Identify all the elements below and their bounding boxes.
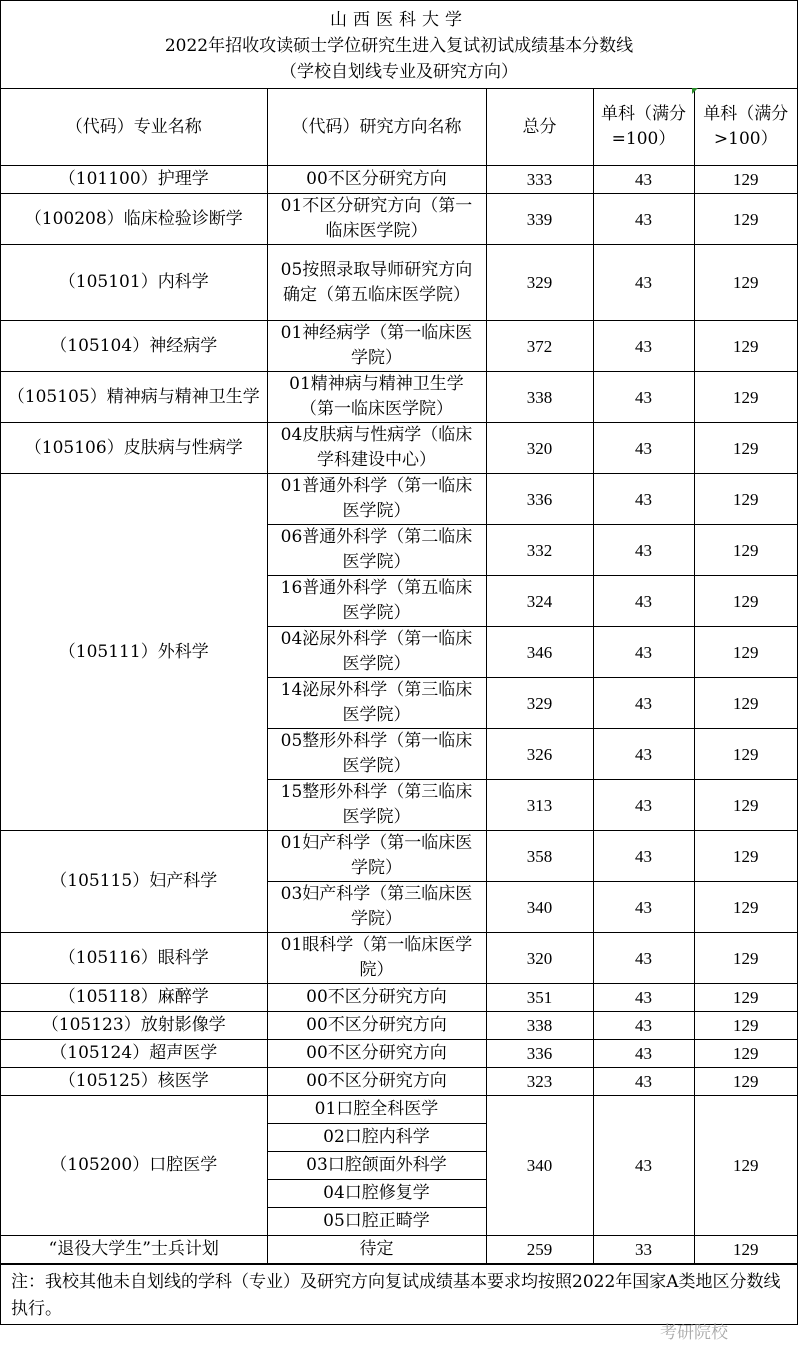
single100-cell: 43 [593, 474, 694, 525]
total-cell: 336 [486, 1040, 593, 1068]
major-cell: （105123）放射影像学 [1, 1012, 267, 1040]
total-cell: 326 [486, 729, 593, 780]
single-gt100-cell: 129 [694, 984, 797, 1012]
major-cell: （105200）口腔医学 [1, 1096, 267, 1236]
direction-cell: 00不区分研究方向 [267, 1012, 486, 1040]
major-cell: （105115）妇产科学 [1, 831, 267, 933]
col-header-total: 总分 [486, 89, 593, 166]
major-cell: （105125）核医学 [1, 1068, 267, 1096]
total-cell: 346 [486, 627, 593, 678]
direction-cell: 01普通外科学（第一临床医学院） [267, 474, 486, 525]
major-cell: （105116）眼科学 [1, 933, 267, 984]
single100-cell: 43 [593, 166, 694, 194]
table-row [1, 166, 797, 194]
single-gt100-cell: 129 [694, 882, 797, 933]
direction-cell: 06普通外科学（第二临床医学院） [267, 525, 486, 576]
single-gt100-cell: 129 [694, 627, 797, 678]
single100-cell: 43 [593, 780, 694, 831]
table-row [1, 831, 797, 882]
single-gt100-cell: 129 [694, 474, 797, 525]
single-gt100-cell: 129 [694, 166, 797, 194]
single100-cell: 43 [593, 321, 694, 372]
table-row [1, 1236, 797, 1264]
single-gt100-cell: 129 [694, 194, 797, 245]
direction-cell: 01眼科学（第一临床医学院） [267, 933, 486, 984]
document-title [1, 1, 797, 89]
direction-cell: 04泌尿外科学（第一临床医学院） [267, 627, 486, 678]
total-cell: 339 [486, 194, 593, 245]
col-header-single-gt100: 单科（满分>100） [694, 89, 797, 166]
direction-cell: 04皮肤病与性病学（临床学科建设中心） [267, 423, 486, 474]
total-cell: 338 [486, 1012, 593, 1040]
table-row [1, 194, 797, 245]
single-gt100-cell: 129 [694, 780, 797, 831]
col-header-single-100: 单科（满分=100） [593, 89, 694, 166]
table-row [1, 984, 797, 1012]
major-cell: （105118）麻醉学 [1, 984, 267, 1012]
direction-cell: 02口腔内科学 [267, 1124, 486, 1152]
single100-cell: 43 [593, 525, 694, 576]
single-gt100-cell: 129 [694, 576, 797, 627]
single100-cell: 43 [593, 576, 694, 627]
major-cell: （100208）临床检验诊断学 [1, 194, 267, 245]
table-row [1, 423, 797, 474]
table-row [1, 245, 797, 321]
major-cell: （105105）精神病与精神卫生学 [1, 372, 267, 423]
single-gt100-cell: 129 [694, 321, 797, 372]
single-gt100-cell: 129 [694, 1012, 797, 1040]
total-cell: 333 [486, 166, 593, 194]
direction-cell: 00不区分研究方向 [267, 166, 486, 194]
total-cell: 340 [486, 1096, 593, 1236]
direction-cell: 05整形外科学（第一临床医学院） [267, 729, 486, 780]
major-cell: （105104）神经病学 [1, 321, 267, 372]
major-cell: （105106）皮肤病与性病学 [1, 423, 267, 474]
total-cell: 329 [486, 678, 593, 729]
major-cell: “退役大学生”士兵计划 [1, 1236, 267, 1264]
university-name: 山西医科大学 [330, 10, 468, 30]
table-row [1, 1096, 797, 1124]
direction-cell: 01妇产科学（第一临床医学院） [267, 831, 486, 882]
direction-cell: 待定 [267, 1236, 486, 1264]
direction-cell: 01口腔全科医学 [267, 1096, 486, 1124]
table-row [1, 474, 797, 525]
table-row [1, 321, 797, 372]
total-cell: 351 [486, 984, 593, 1012]
total-cell: 372 [486, 321, 593, 372]
table-row [1, 1012, 797, 1040]
total-cell: 320 [486, 423, 593, 474]
total-cell: 338 [486, 372, 593, 423]
single100-cell: 43 [593, 1068, 694, 1096]
single-gt100-cell: 129 [694, 1040, 797, 1068]
single-gt100-cell: 129 [694, 831, 797, 882]
total-cell: 323 [486, 1068, 593, 1096]
single100-cell: 43 [593, 194, 694, 245]
table-row [1, 933, 797, 984]
col-header-major: （代码）专业名称 [1, 89, 267, 166]
single-gt100-cell: 129 [694, 933, 797, 984]
single100-cell: 43 [593, 984, 694, 1012]
major-cell: （105111）外科学 [1, 474, 267, 831]
direction-cell: 01精神病与精神卫生学（第一临床医学院） [267, 372, 486, 423]
table-row [1, 1068, 797, 1096]
total-cell: 358 [486, 831, 593, 882]
total-cell: 313 [486, 780, 593, 831]
single100-cell: 43 [593, 678, 694, 729]
direction-cell: 01不区分研究方向（第一临床医学院） [267, 194, 486, 245]
single100-cell: 33 [593, 1236, 694, 1264]
direction-cell: 05按照录取导师研究方向确定（第五临床医学院） [267, 245, 486, 321]
table-row [1, 372, 797, 423]
single100-cell: 43 [593, 933, 694, 984]
single-gt100-cell: 129 [694, 1236, 797, 1264]
single-gt100-cell: 129 [694, 525, 797, 576]
col-header-direction: （代码）研究方向名称 [267, 89, 486, 166]
direction-cell: 01神经病学（第一临床医学院） [267, 321, 486, 372]
single-gt100-cell: 129 [694, 1068, 797, 1096]
single-gt100-cell: 129 [694, 729, 797, 780]
cell-comment-marker [692, 88, 698, 94]
table-header-row [1, 89, 797, 166]
direction-cell: 00不区分研究方向 [267, 1068, 486, 1096]
title-sub: （学校自划线专业及研究方向） [280, 62, 518, 82]
single-gt100-cell: 129 [694, 423, 797, 474]
title-main: 2022年招收攻读硕士学位研究生进入复试初试成绩基本分数线 [164, 36, 634, 56]
single-gt100-cell: 129 [694, 678, 797, 729]
direction-cell: 04口腔修复学 [267, 1180, 486, 1208]
single100-cell: 43 [593, 882, 694, 933]
table-row [1, 1040, 797, 1068]
single-gt100-cell: 129 [694, 245, 797, 321]
total-cell: 340 [486, 882, 593, 933]
major-cell: （101100）护理学 [1, 166, 267, 194]
single100-cell: 43 [593, 1012, 694, 1040]
direction-cell: 03妇产科学（第三临床医学院） [267, 882, 486, 933]
total-cell: 336 [486, 474, 593, 525]
score-table [1, 89, 797, 1264]
direction-cell: 00不区分研究方向 [267, 1040, 486, 1068]
single100-cell: 43 [593, 627, 694, 678]
single100-cell: 43 [593, 245, 694, 321]
single100-cell: 43 [593, 1040, 694, 1068]
direction-cell: 15整形外科学（第三临床医学院） [267, 780, 486, 831]
single-gt100-cell: 129 [694, 1096, 797, 1236]
total-cell: 320 [486, 933, 593, 984]
total-cell: 324 [486, 576, 593, 627]
single-gt100-cell: 129 [694, 372, 797, 423]
single100-cell: 43 [593, 1096, 694, 1236]
single100-cell: 43 [593, 423, 694, 474]
total-cell: 332 [486, 525, 593, 576]
major-cell: （105124）超声医学 [1, 1040, 267, 1068]
direction-cell: 14泌尿外科学（第三临床医学院） [267, 678, 486, 729]
direction-cell: 16普通外科学（第五临床医学院） [267, 576, 486, 627]
direction-cell: 05口腔正畸学 [267, 1208, 486, 1236]
watermark: 考研院校 [660, 1323, 728, 1343]
single100-cell: 43 [593, 372, 694, 423]
major-cell: （105101）内科学 [1, 245, 267, 321]
single100-cell: 43 [593, 831, 694, 882]
total-cell: 259 [486, 1236, 593, 1264]
direction-cell: 00不区分研究方向 [267, 984, 486, 1012]
direction-cell: 03口腔颌面外科学 [267, 1152, 486, 1180]
footnote: 注：我校其他未自划线的学科（专业）及研究方向复试成绩基本要求均按照2022年国家A类地区分数线执行。 [1, 1264, 797, 1324]
single100-cell: 43 [593, 729, 694, 780]
total-cell: 329 [486, 245, 593, 321]
